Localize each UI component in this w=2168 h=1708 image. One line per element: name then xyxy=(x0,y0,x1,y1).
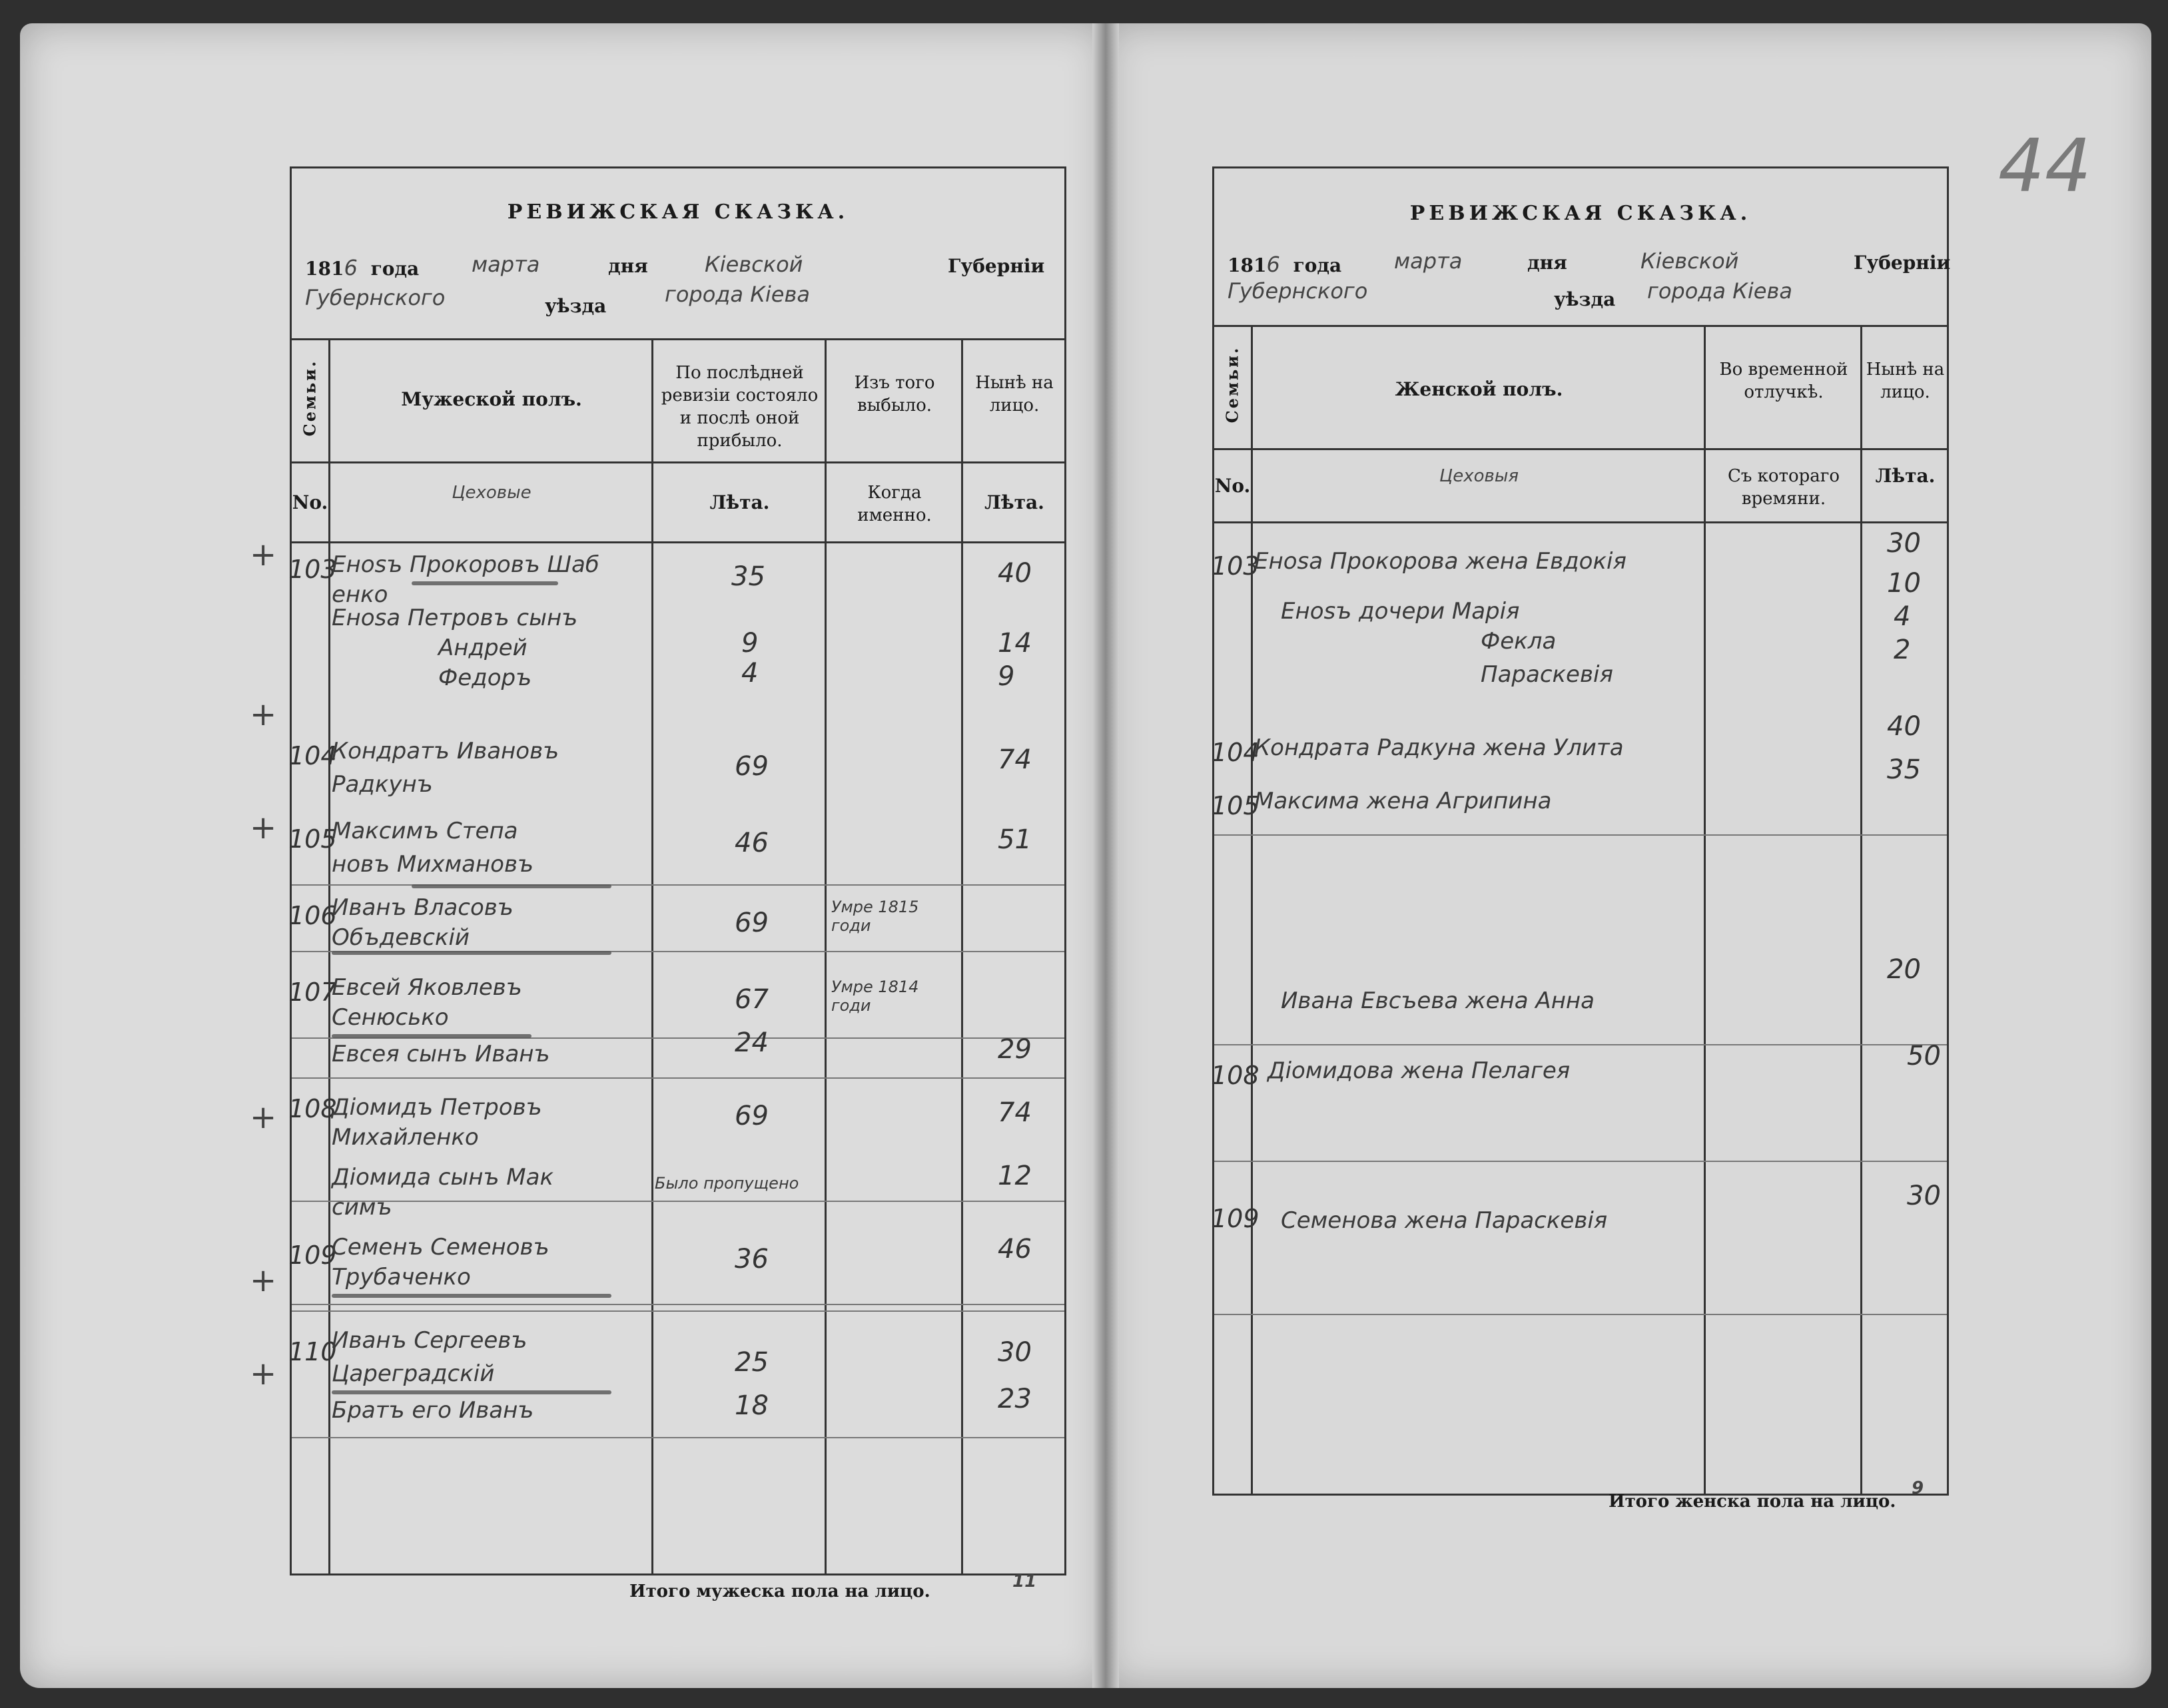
province-hand: Кіевской xyxy=(705,252,803,277)
col-now: Нынѣ на лицо. xyxy=(975,373,1054,416)
row-no: 103 xyxy=(1211,551,1260,581)
row-age: 30 xyxy=(1887,528,1921,559)
uezda-label: уѣзда xyxy=(545,295,607,317)
row-age-then: 24 xyxy=(735,1027,769,1058)
col-temp-absent: Во временной отлучкѣ. xyxy=(1719,360,1848,402)
goda-label: года xyxy=(1293,254,1342,276)
col-family: Семьи. xyxy=(1222,346,1242,424)
row-age-now: 30 xyxy=(998,1337,1032,1368)
row-name: Иванъ Власовъ xyxy=(332,894,514,921)
row-name-cont: симъ xyxy=(332,1194,392,1221)
form-header xyxy=(292,168,1064,340)
male-revision-form xyxy=(290,166,1066,1575)
row-name-cont: новъ Михмановъ xyxy=(332,851,534,878)
row-age: 30 xyxy=(1907,1181,1941,1211)
row-name: Семенъ Семеновъ xyxy=(332,1234,549,1261)
row-age-then: 4 xyxy=(741,658,759,689)
sub-no: No. xyxy=(292,491,328,513)
row-age-then: 18 xyxy=(735,1390,769,1421)
year-prefix: 181 xyxy=(305,258,344,280)
male-total-hand: 11 xyxy=(1012,1571,1037,1591)
row-name: Максимъ Степа xyxy=(332,818,518,844)
row-departed-note: Было пропущено xyxy=(655,1174,799,1193)
col-family: Семьи. xyxy=(300,359,320,437)
row-name: Параскевія xyxy=(1481,661,1613,688)
row-no: 108 xyxy=(288,1094,337,1123)
row-name: Семенова жена Параскевія xyxy=(1281,1207,1608,1234)
row-age-then: 9 xyxy=(741,628,759,659)
row-name: Діомида сынъ Мак xyxy=(332,1164,554,1191)
sub-since: Съ котораго времяни. xyxy=(1727,466,1840,509)
form-title: РЕВИЖСКАЯ СКАЗКА. xyxy=(1409,202,1752,225)
row-age-now: 74 xyxy=(998,1097,1032,1128)
row-no: 107 xyxy=(288,978,337,1007)
margin-mark: + xyxy=(250,536,277,573)
month-hand: марта xyxy=(472,252,540,277)
row-name: Фекла xyxy=(1481,628,1557,655)
female-revision-form xyxy=(1212,166,1949,1496)
col-female: Женской полъ. xyxy=(1395,378,1563,400)
col-now: Нынѣ на лицо. xyxy=(1866,360,1945,402)
male-total-label: Итого мужеска пола на лицо. xyxy=(629,1581,930,1601)
row-age-then: 69 xyxy=(735,751,769,782)
row-age-now: 14 xyxy=(998,628,1032,659)
row-age-now: 9 xyxy=(998,661,1015,692)
city-hand: города Кіева xyxy=(665,282,810,307)
row-name-cont: Объдевскій xyxy=(332,924,470,951)
row-age: 4 xyxy=(1894,601,1911,632)
margin-mark: + xyxy=(250,1262,277,1299)
row-age: 2 xyxy=(1894,635,1911,665)
row-name-cont: енко xyxy=(332,581,388,608)
col-departed: Изъ того выбыло. xyxy=(854,373,935,416)
dnya-label: дня xyxy=(1527,252,1567,274)
row-no: 109 xyxy=(1211,1204,1260,1233)
gubernii-label: Губерніи xyxy=(1854,252,1951,274)
sub-name-hand: Цеховыя xyxy=(1439,466,1519,486)
open-ledger-book xyxy=(20,23,2151,1688)
row-name: Діомидова жена Пелагея xyxy=(1267,1057,1571,1084)
sub-years: Лѣта. xyxy=(1875,465,1936,487)
col-last-revision: По послѣдней ревизіи состояло и послѣ оной прибыло. xyxy=(661,363,819,451)
form-title: РЕВИЖСКАЯ СКАЗКА. xyxy=(507,200,849,224)
uezda-label: уѣзда xyxy=(1554,288,1616,310)
uezd-hand: Губернского xyxy=(1228,278,1368,304)
row-name-cont: Радкунъ xyxy=(332,771,433,798)
sub-name-hand: Цеховые xyxy=(452,483,532,503)
province-hand: Кіевской xyxy=(1640,248,1739,274)
row-no: 104 xyxy=(288,741,337,770)
row-no: 106 xyxy=(288,901,337,930)
row-name-cont: Трубаченко xyxy=(332,1264,471,1290)
row-age: 35 xyxy=(1887,754,1921,785)
female-total-hand: 9 xyxy=(1912,1478,1924,1498)
row-name: Еноsа Прокорова жена Евдокія xyxy=(1254,548,1626,575)
year-hand: 6 xyxy=(344,255,358,280)
form-header xyxy=(1214,168,1951,327)
female-total-label: Итого женска пола на лицо. xyxy=(1609,1492,1896,1512)
row-name: Еноsа Петровъ сынъ xyxy=(332,605,578,631)
folio-number: 44 xyxy=(1998,123,2091,208)
row-age-now: 74 xyxy=(998,744,1032,775)
row-age-then: 46 xyxy=(735,828,769,858)
year-hand: 6 xyxy=(1266,252,1280,277)
row-age-now: 40 xyxy=(998,558,1032,589)
row-age-now: 23 xyxy=(998,1384,1032,1414)
row-name: Евсей Яковлевъ xyxy=(332,974,522,1001)
row-departed-note: Умре 1815 годи xyxy=(831,898,919,935)
row-name: Діомидъ Петровъ xyxy=(332,1094,542,1121)
row-name-cont: Цареградскій xyxy=(332,1360,495,1387)
margin-mark: + xyxy=(250,1355,277,1392)
row-name: Евсея сынъ Иванъ xyxy=(332,1041,550,1067)
row-no: 105 xyxy=(288,824,337,854)
row-age-then: 25 xyxy=(735,1347,769,1378)
row-name: Ивана Евсъева жена Анна xyxy=(1281,988,1595,1014)
year-prefix: 181 xyxy=(1228,254,1267,276)
row-no: 103 xyxy=(288,555,337,584)
row-name: Кондратъ Ивановъ xyxy=(332,738,559,764)
row-age: 20 xyxy=(1887,954,1921,985)
sub-years1: Лѣта. xyxy=(709,491,770,513)
row-age-then: 35 xyxy=(731,561,765,592)
row-no: 105 xyxy=(1211,791,1260,820)
row-age-now: 51 xyxy=(998,824,1032,855)
goda-label: года xyxy=(370,258,420,280)
row-no: 108 xyxy=(1211,1061,1260,1090)
row-name-cont: Михайленко xyxy=(332,1124,479,1151)
row-name: Братъ его Иванъ xyxy=(332,1397,534,1424)
row-age-then: 67 xyxy=(735,984,769,1015)
row-departed-note: Умре 1814 годи xyxy=(831,978,919,1015)
row-name: Иванъ Сергеевъ xyxy=(332,1327,528,1354)
row-name: Максима жена Агрипина xyxy=(1254,788,1552,814)
margin-mark: + xyxy=(250,696,277,733)
sub-years2: Лѣта. xyxy=(984,491,1044,513)
row-age: 40 xyxy=(1887,711,1921,742)
row-no: 109 xyxy=(288,1241,337,1270)
gubernii-label: Губерніи xyxy=(948,255,1045,277)
row-age-then: 69 xyxy=(735,1101,769,1131)
row-age: 10 xyxy=(1887,568,1921,599)
uezd-hand: Губернского xyxy=(305,285,446,310)
margin-mark: + xyxy=(250,809,277,846)
row-no: 104 xyxy=(1211,738,1260,767)
sub-when: Когда именно. xyxy=(857,483,932,525)
row-age-then: 36 xyxy=(735,1244,769,1275)
row-name: Федоръ xyxy=(438,665,532,691)
month-hand: марта xyxy=(1394,248,1463,274)
row-name: Андрей xyxy=(438,635,528,661)
sub-no: No. xyxy=(1214,475,1251,497)
row-no: 110 xyxy=(288,1337,337,1366)
row-name-cont: Сенюсько xyxy=(332,1004,449,1031)
row-age-now: 12 xyxy=(998,1161,1032,1191)
row-name: Кондрата Радкуна жена Улита xyxy=(1254,734,1624,761)
row-age-now: 29 xyxy=(998,1034,1032,1065)
margin-mark: + xyxy=(250,1099,277,1136)
book-gutter xyxy=(1092,23,1119,1688)
dnya-label: дня xyxy=(608,255,648,277)
row-name: Еноsъ дочери Марія xyxy=(1281,598,1520,625)
col-male: Мужеской полъ. xyxy=(401,388,582,410)
row-age: 50 xyxy=(1907,1041,1941,1071)
row-age-now: 46 xyxy=(998,1234,1032,1265)
city-hand: города Кіева xyxy=(1647,278,1792,304)
row-age-then: 69 xyxy=(735,908,769,938)
row-name: Еноsъ Прокоровъ Шаб xyxy=(332,551,599,578)
